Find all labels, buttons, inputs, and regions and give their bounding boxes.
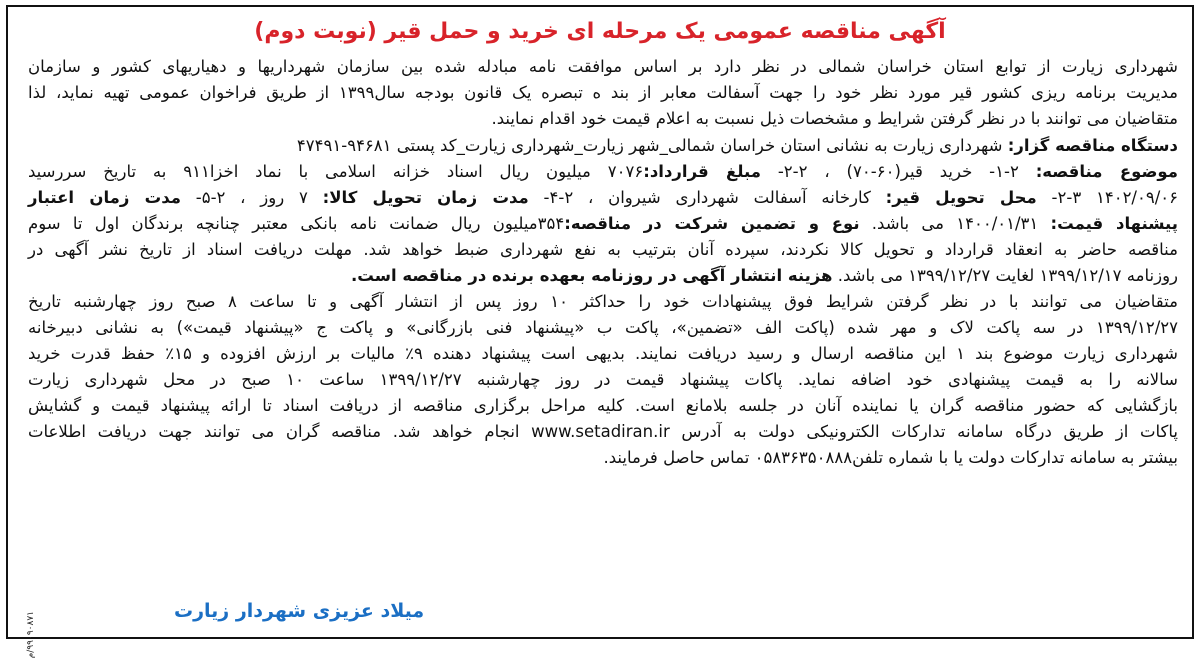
tender-subject-line (28, 159, 1178, 185)
body-line-1 (28, 54, 1178, 80)
line-text: متقاضیان می توانند با در نظر گرفتن شرایط و مشخصات ذیل نسبت به اعلام قیمت خود اقدام نمایند. (491, 109, 1178, 128)
validity-date-text: ۱۴۰۰/۰۱/۳۱ می باشد. (859, 214, 1051, 233)
delivery-time-text: ۷ روز ، ۲-۵- (180, 188, 323, 207)
line-text: ۱۳۹۹/۱۲/۲۷ در سه پاکت لاک و مهر شده (پاکت الف «تضمین»، پاکت ب «پیشنهاد فنی بازرگانی» و پاکت ج «پیشنهاد قیمت») به نشانی دبیرخانه (28, 318, 1178, 337)
delivery-place-text: کارخانه آسفالت شهرداری شیروان ، ۲-۴- (528, 188, 886, 207)
tender-organizer-line (28, 133, 1178, 159)
ad-title: آگهی مناقصه عمومی یک مرحله ای خرید و حمل قیر (نوبت دوم) (254, 19, 946, 44)
delivery-place-heading: محل تحویل قیر: (885, 188, 1037, 207)
line-text: پاکات از طریق درگاه سامانه تدارکات الکترونیکی دولت به آدرس www.setadiran.ir انجام خواهد شد. مناقصه گران می توانند جهت دریافت اطلاعات (28, 422, 1178, 441)
publication-cost-line (28, 263, 1178, 289)
subject-text: ۲-۱- خرید قیر(۶۰-۷۰) ، ۲-۲- (760, 162, 1036, 181)
body-line-16 (28, 445, 1178, 471)
line-text: بازگشایی که حضور مناقصه گران یا نماینده آنان در جلسه بلامانع است. کلیه مراحل برگزاری مناقصه از دریافت اسناد تا ارائه پیشنهاد قیمت و گشایش (28, 396, 1178, 415)
line-text: متقاضیان می توانند با در نظر گرفتن شرایط فوق پیشنهادات خود را حداکثر ۱۰ روز پس از انتشار آگهی و تا ساعت ۸ صبح روز چهارشنبه تاریخ (28, 292, 1178, 311)
line-text: شهرداری زیارت از توابع استان خراسان شمالی در نظر دارد بر اساس موافقت نامه مبادله شده بین سازمان شهرداریها و دهیاریهای کشور و سازمان (28, 57, 1178, 76)
body-line-8 (28, 237, 1178, 263)
body-line-13 (28, 367, 1178, 393)
due-date-text: ۱۴۰۲/۰۹/۰۶ ۲-۳- (1036, 188, 1179, 207)
body-line-15 (28, 419, 1178, 445)
ad-code: ۹۹۰۹۰۸۷۱/م (26, 611, 36, 658)
guarantee-text: ۳۵۴میلیون ریال ضمانت نامه بانکی معتبر چنانچه برندگان اول تا سوم (28, 214, 565, 233)
contract-amount-text: ۷۰۷۶ میلیون ریال اسناد خزانه اسلامی با نماد اخزا۹۱۱ به تاریخ سررسید (28, 162, 644, 181)
line-text: سالانه را به قیمت پیشنهادی خود اضافه نماید. پاکات پیشنهاد قیمت در روز چهارشنبه ۱۳۹۹/۱۲/۲۷ ساعت ۱۰ صبح در محل شهرداری زیارت (28, 370, 1178, 389)
line-text: بیشتر به سامانه تدارکات دولت یا با شماره تلفن۰۵۸۳۶۳۵۰۸۸۸ تماس حاصل فرمایند. (603, 448, 1178, 467)
document-period-text: روزنامه ۱۳۹۹/۱۲/۱۷ لغایت ۱۳۹۹/۱۲/۲۷ می باشد. (832, 266, 1178, 285)
line-text: شهرداری زیارت موضوع بند ۱ این مناقصه ارسال و رسید دریافت نمایند. بدیهی است پیشنهاد دهنده ۹٪ مالیات بر ارزش افزوده و ۱۵٪ حفظ قدرت خرید (28, 344, 1178, 363)
subject-heading: موضوع مناقصه: (1035, 162, 1178, 181)
publication-cost-note: هزینه انتشار آگهی در روزنامه بعهده برنده در مناقصه است. (351, 266, 833, 285)
organizer-heading: دستگاه مناقصه گزار: (1007, 136, 1178, 155)
body-line-14 (28, 393, 1178, 419)
body-line-12 (28, 341, 1178, 367)
signature: میلاد عزیزی شهردار زیارت (174, 600, 425, 622)
delivery-line (28, 185, 1178, 211)
guarantee-heading: نوع و تضمین شرکت در مناقصه: (564, 214, 860, 233)
organizer-text: شهرداری زیارت به نشانی استان خراسان شمالی_شهر زیارت_شهرداری زیارت_کد پستی ۹۴۶۸۱-۴۷۴۹۱ (296, 136, 1008, 155)
delivery-time-heading: مدت زمان تحویل کالا: (322, 188, 529, 207)
contract-amount-heading: مبلغ قرارداد: (643, 162, 761, 181)
line-text: مناقصه حاضر به انعقاد قرارداد و تحویل کالا نکردند، سپرده آنان بترتیب به نفع شهرداری ضبط خواهد شد. مهلت دریافت اسناد از تاریخ نشر آگهی در (28, 240, 1178, 259)
validity-heading: مدت زمان اعتبار (28, 188, 181, 207)
body-line-10 (28, 289, 1178, 315)
body-line-3 (28, 106, 1178, 132)
guarantee-line (28, 211, 1178, 237)
body-line-11 (28, 315, 1178, 341)
body-line-2 (28, 80, 1178, 106)
tender-advertisement (6, 5, 1194, 658)
line-text: مدیریت برنامه ریزی کشور قیر مورد نظر خود را جهت آسفالت معابر از بند ه تبصره یک قانون بودجه سال۱۳۹۹ از طریق فراخوان عمومی تهیه نماید، لذا (28, 83, 1179, 102)
price-offer-heading: پیشنهاد قیمت: (1050, 214, 1178, 233)
